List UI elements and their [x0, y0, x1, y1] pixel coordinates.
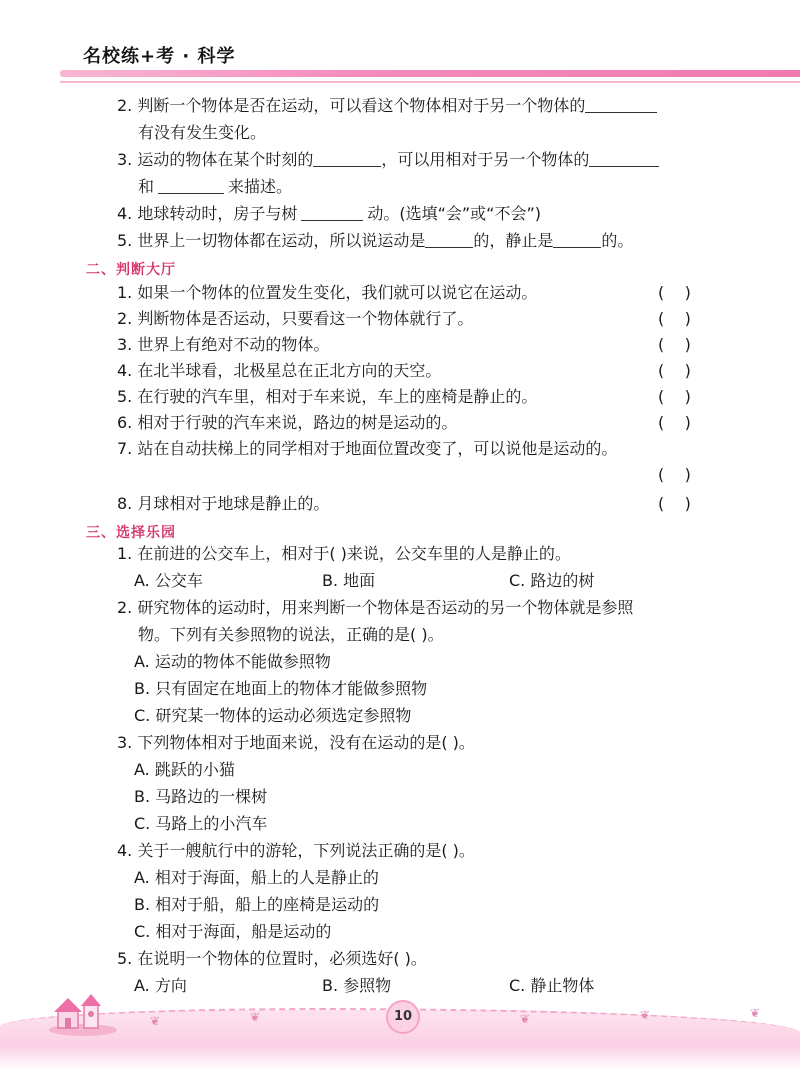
question-text: 的。	[601, 231, 634, 250]
page-number: 10	[386, 1000, 420, 1034]
choice-question-3: 3. 下列物体相对于地面来说，没有在运动的是( )。	[117, 733, 475, 752]
page-footer	[0, 990, 800, 1085]
answer-paren[interactable]: ( )	[658, 413, 691, 432]
choice-question-5: 5. 在说明一个物体的位置时，必须选好( )。	[117, 949, 427, 968]
choice-question-1: 1. 在前进的公交车上，相对于( )来说，公交车里的人是静止的。	[117, 544, 571, 563]
option-a[interactable]: A. 公交车	[134, 571, 203, 590]
sprout-icon: ❦	[250, 1010, 261, 1024]
question-text: 4. 地球转动时，房子与树	[117, 204, 298, 223]
answer-blank[interactable]	[158, 175, 224, 194]
question-text: 动。(选填“会”或“不会”)	[367, 204, 542, 223]
option-b[interactable]: B. 只有固定在地面上的物体才能做参照物	[134, 679, 428, 698]
judge-item: 5. 在行驶的汽车里，相对于车来说，车上的座椅是静止的。	[117, 387, 538, 406]
sprout-icon: ❦	[150, 1014, 161, 1028]
answer-blank[interactable]	[313, 148, 381, 167]
option-a[interactable]: A. 相对于海面，船上的人是静止的	[134, 868, 379, 887]
house-icon	[48, 990, 118, 1036]
sprout-icon: ❦	[750, 1006, 761, 1020]
book-title: 名校练+考 · 科学	[83, 46, 236, 67]
option-c[interactable]: C. 研究某一物体的运动必须选定参照物	[134, 706, 412, 725]
judge-item: 8. 月球相对于地球是静止的。	[117, 494, 330, 513]
answer-paren[interactable]: ( )	[658, 494, 691, 513]
section-title-judge: 二、判断大厅	[86, 262, 176, 278]
answer-paren[interactable]: ( )	[658, 309, 691, 328]
judge-item: 2. 判断物体是否运动，只要看这一个物体就行了。	[117, 309, 474, 328]
judge-item: 3. 世界上有绝对不动的物体。	[117, 335, 330, 354]
judge-item: 6. 相对于行驶的汽车来说，路边的树是运动的。	[117, 413, 458, 432]
answer-blank[interactable]	[301, 202, 363, 221]
sprout-icon: ❦	[520, 1012, 531, 1026]
question-text: 5. 世界上一切物体都在运动，所以说运动是	[117, 231, 426, 250]
option-c[interactable]: C. 静止物体	[509, 976, 595, 995]
option-b[interactable]: B. 马路边的一棵树	[134, 787, 268, 806]
option-a[interactable]: A. 方向	[134, 976, 187, 995]
question-text: 3. 运动的物体在某个时刻的	[117, 150, 314, 169]
option-a[interactable]: A. 运动的物体不能做参照物	[134, 652, 331, 671]
option-c[interactable]: C. 相对于海面，船是运动的	[134, 922, 332, 941]
option-c[interactable]: C. 马路上的小汽车	[134, 814, 268, 833]
judge-item: 1. 如果一个物体的位置发生变化，我们就可以说它在运动。	[117, 283, 538, 302]
question-5	[117, 229, 633, 253]
question-text: ，可以用相对于另一个物体的	[381, 150, 590, 169]
answer-paren[interactable]: ( )	[658, 361, 691, 380]
question-4	[117, 202, 541, 226]
header-rule	[60, 81, 800, 83]
choice-question-2: 2. 研究物体的运动时，用来判断一个物体是否运动的另一个物体就是参照	[117, 598, 634, 617]
answer-blank[interactable]	[553, 229, 601, 248]
header-bar	[60, 70, 800, 77]
answer-paren[interactable]: ( )	[658, 387, 691, 406]
option-b[interactable]: B. 相对于船，船上的座椅是运动的	[134, 895, 380, 914]
question-text: 和	[138, 177, 155, 196]
question-text: 来描述。	[228, 177, 293, 196]
answer-blank[interactable]	[425, 229, 473, 248]
judge-item: 7. 站在自动扶梯上的同学相对于地面位置改变了，可以说他是运动的。	[117, 439, 618, 458]
answer-paren[interactable]: ( )	[658, 335, 691, 354]
answer-blank[interactable]	[585, 94, 657, 113]
option-b[interactable]: B. 参照物	[322, 976, 392, 995]
sprout-icon: ❦	[640, 1008, 651, 1022]
answer-paren[interactable]: ( )	[658, 465, 691, 484]
question-text: 2. 判断一个物体是否在运动，可以看这个物体相对于另一个物体的	[117, 96, 586, 115]
question-2-cont: 有没有发生变化。	[138, 123, 267, 142]
option-a[interactable]: A. 跳跃的小猫	[134, 760, 235, 779]
choice-question-2-cont: 物。下列有关参照物的说法，正确的是( )。	[138, 625, 444, 644]
question-text: 的，静止是	[473, 231, 554, 250]
choice-question-4: 4. 关于一艘航行中的游轮，下列说法正确的是( )。	[117, 841, 475, 860]
judge-item: 4. 在北半球看，北极星总在正北方向的天空。	[117, 361, 442, 380]
option-c[interactable]: C. 路边的树	[509, 571, 595, 590]
answer-paren[interactable]: ( )	[658, 283, 691, 302]
section-title-choice: 三、选择乐园	[86, 525, 176, 541]
page-header	[0, 0, 800, 80]
option-b[interactable]: B. 地面	[322, 571, 376, 590]
answer-blank[interactable]	[589, 148, 659, 167]
question-3	[117, 148, 659, 172]
question-2	[117, 94, 657, 118]
question-3-cont	[138, 175, 292, 199]
